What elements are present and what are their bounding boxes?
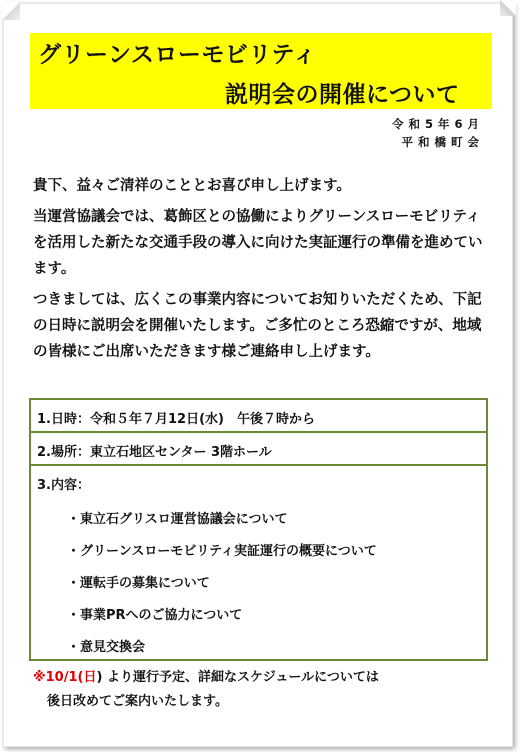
- details-row-datetime: [31, 400, 486, 433]
- schedule-note-line-2: 後日改めてご案内いたします。: [47, 694, 228, 709]
- issue-date: 令和5年6月: [391, 117, 484, 131]
- note-mark: ※10/1(: [33, 670, 84, 685]
- note-rest: ) より運行予定、詳細なスケジュールについては: [96, 670, 379, 685]
- content-item: ・東立石グリスロ運営協議会について: [67, 512, 288, 527]
- greeting-paragraph: 貴下、益々ご清祥のこととお喜び申し上げます。: [33, 178, 351, 194]
- content-item: ・事業PRへのご協力について: [67, 608, 243, 623]
- title-line-2: 説明会の開催について: [225, 82, 460, 108]
- title-line-1: グリーンスローモビリティ: [38, 42, 317, 68]
- details-row-content: [31, 466, 486, 659]
- page-corner-fold-right: [500, 0, 516, 16]
- issuer-name: 平和橋町会: [401, 135, 484, 149]
- schedule-note: [33, 666, 379, 685]
- page-corner-fold: [2, 2, 20, 20]
- details-table: [29, 398, 488, 661]
- intro-paragraph: 当運営協議会では、葛飾区との協働によりグリーンスローモビリティを活用した新たな交通手段の導入に向けた実証運行の準備を進めています。: [33, 209, 483, 277]
- details-row-place: [31, 433, 486, 466]
- place-text: 2.場所：東立石地区センター 3階ホール: [37, 445, 272, 460]
- content-label: 3.内容：: [37, 478, 90, 493]
- note-day: 日: [83, 670, 97, 685]
- datetime-text: 1.日時：令和５年７月12日(水) 午後７時から: [37, 412, 315, 427]
- invitation-paragraph: つきましては、広くこの事業内容についてお知りいただくため、下記の日時に説明会を開催いたします。ご多忙のところ恐縮ですが、地域の皆様にご出席いただきます様ご連絡申し上げます。: [33, 292, 482, 360]
- content-item: ・運転手の募集について: [67, 576, 210, 591]
- content-item: ・意見交換会: [67, 640, 146, 655]
- content-item: ・グリーンスローモビリティ実証運行の概要について: [67, 544, 377, 559]
